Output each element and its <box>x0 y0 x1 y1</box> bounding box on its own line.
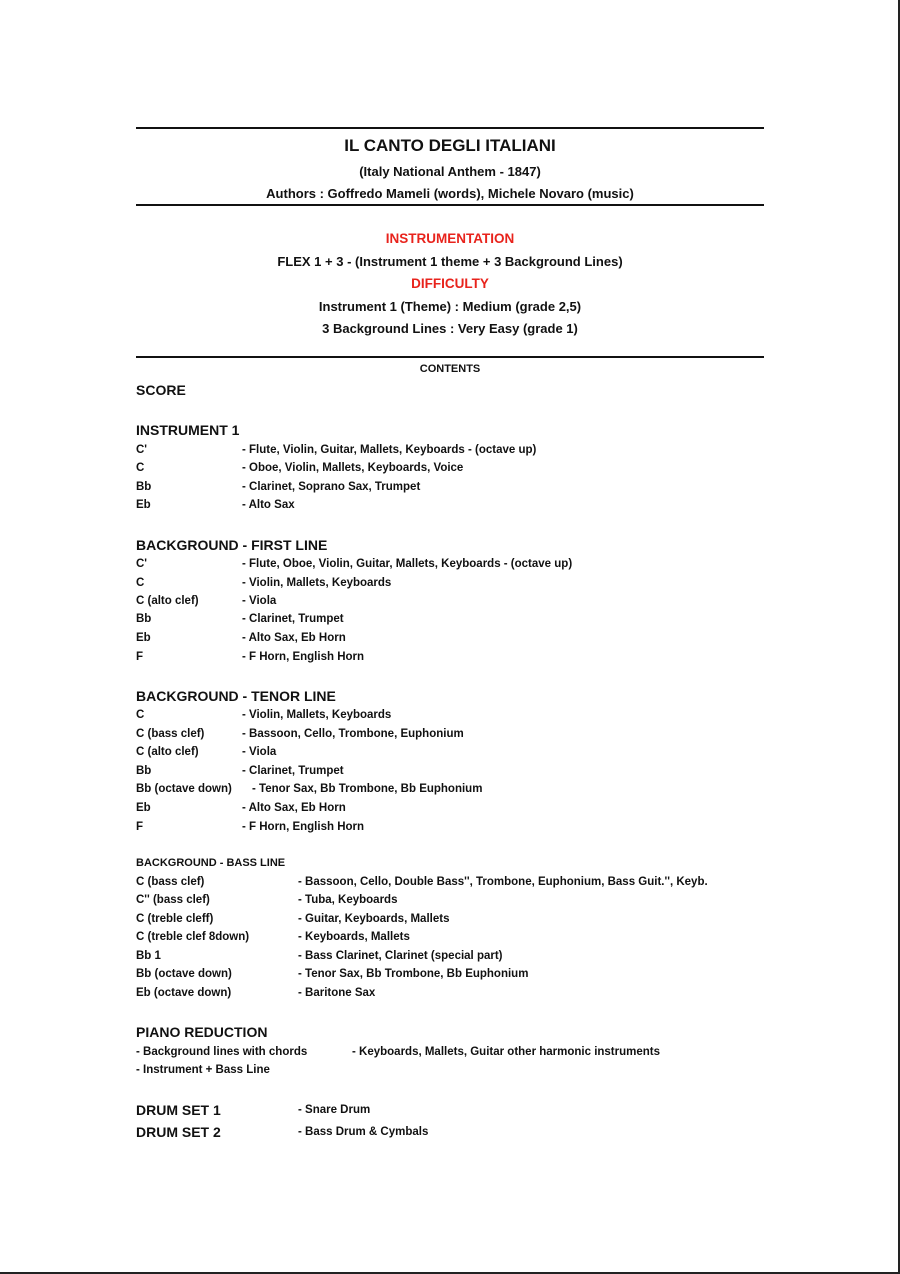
instrumentation-heading: INSTRUMENTATION <box>385 231 515 246</box>
part-key: C <box>136 577 145 589</box>
difficulty-line-1: Instrument 1 (Theme) : Medium (grade 2,5) <box>318 299 582 314</box>
score-heading: SCORE <box>136 382 186 398</box>
part-instruments: - Violin, Mallets, Keyboards <box>242 577 392 589</box>
bass-line-heading: BACKGROUND - BASS LINE <box>136 857 286 869</box>
part-key: C (treble clef 8down) <box>136 931 250 943</box>
difficulty-heading: DIFFICULTY <box>411 276 489 291</box>
part-instruments: - Bass Clarinet, Clarinet (special part) <box>298 950 503 962</box>
drum-set-instruments: - Bass Drum & Cymbals <box>298 1126 429 1138</box>
part-key: C <box>136 462 145 474</box>
part-instruments: - Alto Sax, Eb Horn <box>242 802 346 814</box>
piano-instruments: - Keyboards, Mallets, Guitar other harmonic instruments <box>352 1046 661 1058</box>
title: IL CANTO DEGLI ITALIANI <box>344 136 556 155</box>
part-key: C (bass clef) <box>136 728 205 740</box>
part-instruments: - Alto Sax <box>242 499 295 511</box>
part-key: C' <box>136 558 148 570</box>
part-key: Bb <box>136 765 152 777</box>
piano-part: - Instrument + Bass Line <box>136 1064 270 1076</box>
part-instruments: - Flute, Violin, Guitar, Mallets, Keyboards - (octave up) <box>242 444 537 456</box>
part-key: Bb <box>136 613 152 625</box>
part-instruments: - Alto Sax, Eb Horn <box>242 632 346 644</box>
first-line-heading: BACKGROUND - FIRST LINE <box>136 537 328 553</box>
part-instruments: - F Horn, English Horn <box>242 821 365 833</box>
top-rule <box>136 127 764 129</box>
part-instruments: - Clarinet, Trumpet <box>242 613 344 625</box>
part-key: Bb <box>136 481 152 493</box>
drum-set-label: DRUM SET 1 <box>136 1102 221 1118</box>
contents-rule <box>136 356 764 358</box>
drum-set-instruments: - Snare Drum <box>298 1104 371 1116</box>
part-key: C'' (bass clef) <box>136 894 210 906</box>
part-instruments: - Tenor Sax, Bb Trombone, Bb Euphonium <box>298 968 529 980</box>
piano-reduction-heading: PIANO REDUCTION <box>136 1024 268 1040</box>
instrumentation-text: FLEX 1 + 3 - (Instrument 1 theme + 3 Background Lines) <box>277 254 623 269</box>
part-key: C (bass clef) <box>136 876 205 888</box>
part-key: Bb (octave down) <box>136 968 232 980</box>
part-instruments: - Tenor Sax, Bb Trombone, Bb Euphonium <box>252 783 483 795</box>
part-key: C <box>136 709 145 721</box>
part-instruments: - Keyboards, Mallets <box>298 931 410 943</box>
part-key: C (alto clef) <box>136 746 199 758</box>
part-key: Bb (octave down) <box>136 783 232 795</box>
piano-part: - Background lines with chords <box>136 1046 308 1058</box>
part-key: Bb 1 <box>136 950 161 962</box>
part-instruments: - Oboe, Violin, Mallets, Keyboards, Voice <box>242 462 464 474</box>
part-instruments: - Guitar, Keyboards, Mallets <box>298 913 450 925</box>
part-key: Eb <box>136 632 151 644</box>
part-key: Eb <box>136 802 151 814</box>
part-instruments: - F Horn, English Horn <box>242 651 365 663</box>
header-rule <box>136 204 764 206</box>
part-key: C' <box>136 444 148 456</box>
part-key: F <box>136 821 144 833</box>
part-instruments: - Bassoon, Cello, Double Bass'', Trombone, Euphonium, Bass Guit.'', Keyb. <box>298 876 708 888</box>
part-instruments: - Clarinet, Soprano Sax, Trumpet <box>242 481 421 493</box>
part-instruments: - Baritone Sax <box>298 987 376 999</box>
part-key: C (treble cleff) <box>136 913 214 925</box>
instrument-1-heading: INSTRUMENT 1 <box>136 422 240 438</box>
part-instruments: - Viola <box>242 595 277 607</box>
part-key: Eb (octave down) <box>136 987 232 999</box>
part-instruments: - Tuba, Keyboards <box>298 894 398 906</box>
part-key: F <box>136 651 144 663</box>
part-instruments: - Bassoon, Cello, Trombone, Euphonium <box>242 728 464 740</box>
part-instruments: - Flute, Oboe, Violin, Guitar, Mallets, Keyboards - (octave up) <box>242 558 573 570</box>
part-instruments: - Violin, Mallets, Keyboards <box>242 709 392 721</box>
subtitle: (Italy National Anthem - 1847) <box>359 164 541 179</box>
difficulty-line-2: 3 Background Lines : Very Easy (grade 1) <box>322 321 578 336</box>
drum-set-label: DRUM SET 2 <box>136 1124 221 1140</box>
tenor-line-heading: BACKGROUND - TENOR LINE <box>136 688 336 704</box>
part-instruments: - Clarinet, Trumpet <box>242 765 344 777</box>
part-key: C (alto clef) <box>136 595 199 607</box>
contents-heading: CONTENTS <box>419 363 481 375</box>
authors: Authors : Goffredo Mameli (words), Michele Novaro (music) <box>266 186 634 201</box>
part-instruments: - Viola <box>242 746 277 758</box>
part-key: Eb <box>136 499 151 511</box>
